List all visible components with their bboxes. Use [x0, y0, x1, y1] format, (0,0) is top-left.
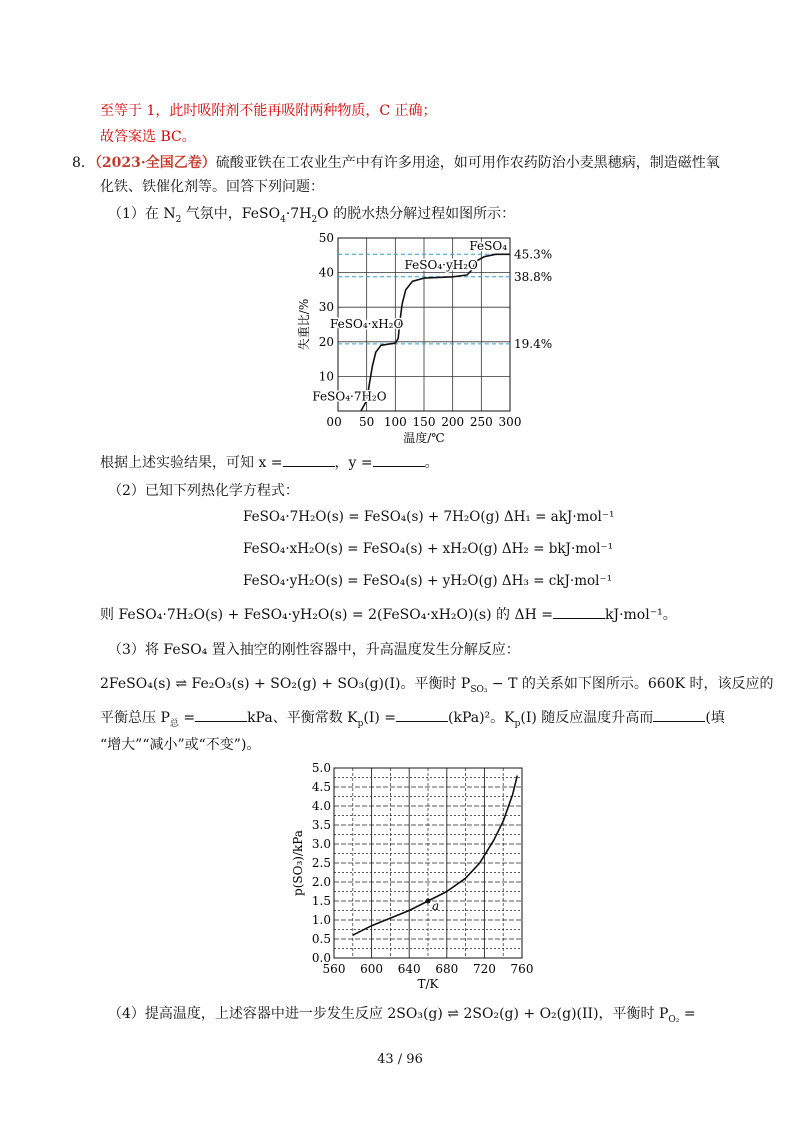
x-tick-label: 600 — [360, 962, 384, 976]
equation-3: FeSO₄·yH₂O(s) = FeSO₄(s) + yH₂O(g) ΔH₃ = ckJ·mol⁻¹ — [243, 573, 612, 589]
prev-answer-line1: 至等于 1，此时吸附剂不能再吸附两种物质，C 正确； — [100, 103, 437, 119]
reference-label: 38.8% — [514, 269, 553, 284]
x-axis-label: T/K — [417, 977, 439, 991]
prev-answer-line2: 故答案选 BC。 — [100, 129, 196, 145]
x-tick-label: 760 — [510, 962, 534, 976]
x-tick-label: 680 — [435, 962, 459, 976]
curve-annotation: FeSO₄·7H₂O — [312, 389, 387, 404]
y-tick-label: 0.0 — [311, 951, 331, 965]
x-tick-label: 250 — [469, 415, 493, 429]
y-tick-label: 20 — [318, 334, 334, 349]
x-tick-label: 200 — [441, 415, 465, 429]
part3-reaction: 2FeSO₄(s) ⇌ Fe₂O₃(s) + SO₂(g) + SO₃(g)(I)。平衡时 $P_{SO_3} - T$ 的关系如下图所示。660K 时，该反应的 — [100, 676, 774, 695]
y-tick-label: 4.0 — [311, 799, 331, 813]
part1-answer: 根据上述实验结果，可知 x = ，y = 。 — [100, 452, 439, 473]
y-tick-label: 2.5 — [311, 856, 331, 870]
kp-blank[interactable] — [396, 707, 448, 722]
y-tick-label: 3.0 — [311, 837, 331, 851]
y-tick-label: 50 — [318, 231, 334, 245]
y-tick-label: 30 — [318, 300, 334, 315]
part1-prompt: （1）在 $N_2$ 气氛中，$FeSO_4\cdot 7H_2O$ 的脱水热分解过程如图所示： — [108, 206, 516, 225]
equation-2: FeSO₄·xH₂O(s) = FeSO₄(s) + xH₂O(g) ΔH₂ = bkJ·mol⁻¹ — [243, 541, 614, 557]
y-tick-label: 0.5 — [311, 932, 331, 946]
part3-prompt: （3）将 FeSO₄ 置入抽空的刚性容器中，升高温度发生分解反应： — [108, 642, 520, 658]
y-axis-label: 失重比/% — [297, 298, 311, 351]
question-source: （2023·全国乙卷） — [94, 155, 216, 171]
x-tick-label: 560 — [322, 962, 346, 976]
deltaH-blank[interactable] — [553, 604, 605, 619]
total-pressure-blank[interactable] — [195, 707, 247, 722]
x-axis-label: 温度/℃ — [403, 431, 445, 445]
y-blank[interactable] — [373, 452, 425, 467]
point-a-marker — [426, 899, 431, 904]
x-tick-label: 640 — [397, 962, 421, 976]
question-number: 8． — [72, 155, 95, 171]
y-tick-label: 1.5 — [311, 894, 331, 908]
origin-label: 0 — [326, 415, 334, 429]
part3-ask: 平衡总压 $P_总$ = kPa、平衡常数 $K_p(I) = (kPa)^2$。$K_p(I)$ 随反应温度升高而 (填 — [100, 707, 725, 734]
equation-1: FeSO₄·7H₂O(s) = FeSO₄(s) + 7H₂O(g) ΔH₁ = akJ·mol⁻¹ — [243, 509, 615, 525]
y-tick-label: 3.5 — [311, 818, 331, 832]
y-axis-label: p(SO₃)/kPa — [291, 830, 305, 896]
part4-prompt: （4）提高温度，上述容器中进一步发生反应 2SO₃(g) ⇌ 2SO₂(g) + O₂(g)(II)，平衡时 $P_{O_2}$ = — [108, 1006, 696, 1025]
curve-annotation: FeSO₄·xH₂O — [329, 316, 404, 331]
y-tick-label: 4.5 — [311, 780, 331, 794]
question-intro — [72, 153, 720, 173]
pso3-temperature-chart — [290, 760, 540, 995]
point-a-label: a — [432, 899, 440, 913]
y-tick-label: 40 — [318, 265, 334, 280]
y-tick-label: 10 — [318, 369, 334, 384]
x-tick-label: 720 — [472, 962, 496, 976]
reference-label: 19.4% — [514, 336, 553, 351]
x-tick-label: 300 — [498, 415, 522, 429]
reference-label: 45.3% — [514, 247, 553, 262]
x-blank[interactable] — [283, 452, 335, 467]
mass-loss-curve — [361, 254, 510, 411]
part3-options: “增大”“减小”或“不变”)。 — [100, 737, 261, 753]
x-tick-label: 150 — [412, 415, 436, 429]
trend-blank[interactable] — [653, 707, 705, 722]
question-intro-text: 硫酸亚铁在工农业生产中有许多用途，如可用作农药防治小麦黑穗病，制造磁性氧 — [215, 155, 720, 171]
dehydration-chart — [270, 228, 570, 448]
y-tick-label: 2.0 — [311, 875, 331, 889]
y-tick-label: 1.0 — [311, 913, 331, 927]
x-tick-label: 50 — [359, 415, 375, 429]
x-tick-label: 0 — [334, 415, 342, 429]
part2-ask: 则 FeSO₄·7H₂O(s) + FeSO₄·yH₂O(s) = 2(FeSO₄·xH₂O)(s) 的 ΔH = kJ·mol⁻¹。 — [100, 604, 677, 625]
curve-annotation: FeSO₄·yH₂O — [404, 258, 478, 273]
x-tick-label: 100 — [383, 415, 407, 429]
y-tick-label: 5.0 — [311, 761, 331, 775]
curve-annotation: FeSO₄ — [469, 239, 508, 254]
page-number: 43 / 96 — [377, 1052, 423, 1067]
question-intro-line2: 化铁、铁催化剂等。回答下列问题： — [100, 179, 324, 195]
part2-prompt: （2）已知下列热化学方程式： — [108, 483, 299, 499]
